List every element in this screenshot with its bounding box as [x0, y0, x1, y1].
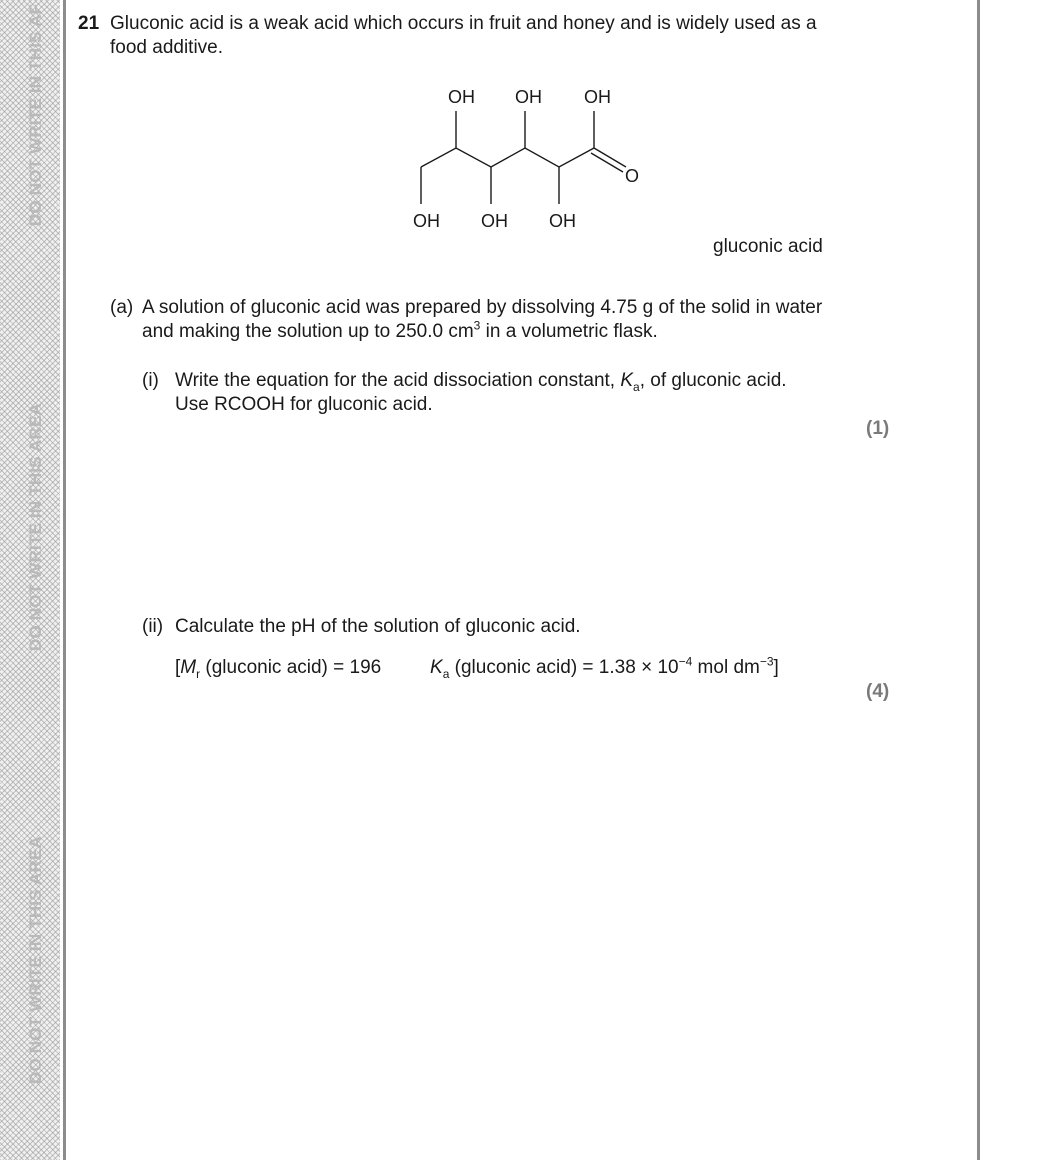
mr-subscript: r	[196, 666, 201, 681]
gluconic-acid-structure	[0, 0, 1046, 300]
ka-unit-exponent: −3	[759, 654, 774, 669]
ka-unit: mol dm	[692, 657, 760, 678]
part-a-line2-text: and making the solution up to 250.0 cm	[142, 321, 474, 342]
oh-label-top-2: OH	[515, 87, 542, 107]
part-ii-line1: Calculate the pH of the solution of gluconic acid.	[175, 616, 581, 637]
mr-value: (gluconic acid) = 196	[200, 657, 382, 678]
part-i-line2: Use RCOOH for gluconic acid.	[175, 394, 433, 415]
question-number: 21	[78, 13, 100, 34]
margin-warning-top: DO NOT WRITE IN THIS AF	[26, 3, 45, 227]
margin-warning-bottom: DO NOT WRITE IN THIS AREA	[26, 835, 45, 1085]
question-intro-line2: food additive.	[110, 37, 224, 58]
data-close-bracket: ]	[773, 657, 779, 678]
part-i-line1-end: , of gluconic acid.	[639, 370, 787, 391]
part-ii-label: (ii)	[142, 616, 164, 637]
part-i-line1-text: Write the equation for the acid dissociation constant,	[175, 370, 621, 391]
oh-label-top-3: OH	[584, 87, 611, 107]
part-ii-data-ka	[430, 656, 779, 680]
part-i-label: (i)	[142, 370, 159, 391]
part-a-label: (a)	[110, 297, 134, 318]
oh-label-bottom-3: OH	[549, 211, 576, 231]
cm3-superscript: 3	[473, 318, 481, 333]
oh-label-top-1: OH	[448, 87, 475, 107]
part-i-line1	[175, 369, 787, 393]
part-i-marks: (1)	[866, 418, 890, 439]
margin-warning-middle: DO NOT WRITE IN THIS AREA	[26, 402, 45, 652]
carbon-chain	[421, 148, 594, 167]
oh-label-bottom-1: OH	[413, 211, 440, 231]
structure-caption: gluconic acid	[713, 236, 823, 257]
data-open-bracket: [	[175, 657, 181, 678]
part-a-line1: A solution of gluconic acid was prepared by dissolving 4.75 g of the solid in water	[142, 297, 823, 318]
ka-subscript: a	[633, 379, 640, 394]
part-a-line2	[142, 320, 658, 344]
part-a-line2-end: in a volumetric flask.	[480, 321, 658, 342]
part-ii-data-mr	[175, 656, 381, 680]
mr-symbol: M	[180, 657, 197, 678]
ka-symbol: K	[620, 370, 634, 391]
ka-data-symbol: K	[430, 657, 443, 678]
part-ii-marks: (4)	[866, 681, 890, 702]
ka-exponent: −4	[678, 654, 693, 669]
ka-data-subscript: a	[442, 666, 450, 681]
ka-value: (gluconic acid) = 1.38 × 10	[449, 657, 679, 678]
carbonyl-o-label: O	[625, 166, 640, 186]
question-intro-line1: Gluconic acid is a weak acid which occurs in fruit and honey and is widely used as a	[110, 13, 817, 34]
oh-label-bottom-2: OH	[481, 211, 508, 231]
